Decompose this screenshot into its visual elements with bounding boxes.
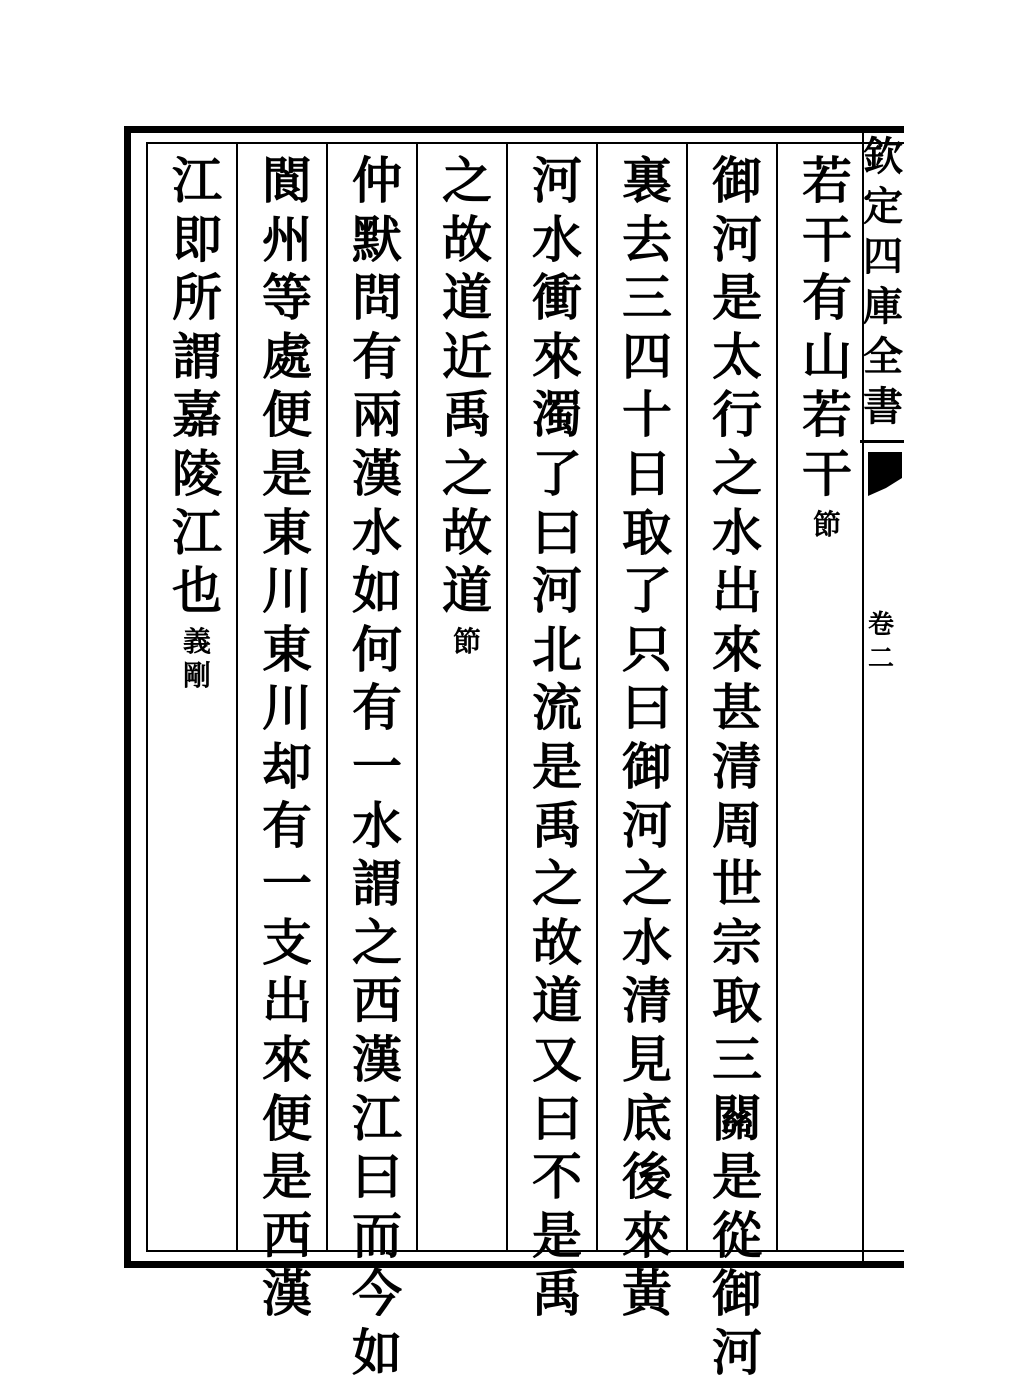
character: 三 bbox=[712, 1029, 762, 1089]
title-character: 定 bbox=[863, 183, 903, 230]
character: 取 bbox=[712, 971, 762, 1031]
character: 之 bbox=[532, 854, 582, 914]
character: 謂 bbox=[172, 326, 222, 386]
character: 道 bbox=[442, 268, 492, 328]
character: 故 bbox=[532, 912, 582, 972]
character: 見 bbox=[622, 1029, 672, 1089]
character: 太 bbox=[712, 326, 762, 386]
character: 從 bbox=[712, 1205, 762, 1265]
character: 之 bbox=[352, 912, 402, 972]
character: 一 bbox=[262, 854, 312, 914]
character: 北 bbox=[532, 619, 582, 679]
character: 也 bbox=[172, 561, 222, 621]
character: 出 bbox=[712, 561, 762, 621]
character: 干 bbox=[802, 443, 852, 503]
character: 西 bbox=[352, 971, 402, 1031]
note-character: 剛 bbox=[182, 658, 211, 692]
text-column-4 bbox=[522, 152, 592, 1324]
character: 周 bbox=[712, 795, 762, 855]
column-rule bbox=[326, 144, 328, 1250]
character: 了 bbox=[622, 561, 672, 621]
character: 了 bbox=[532, 443, 582, 503]
character: 河 bbox=[532, 151, 582, 210]
character: 是 bbox=[262, 443, 312, 503]
character: 水 bbox=[712, 502, 762, 562]
character: 故 bbox=[442, 209, 492, 269]
character: 有 bbox=[352, 678, 402, 738]
character: 道 bbox=[442, 561, 492, 621]
character: 嘉 bbox=[172, 385, 222, 445]
character: 來 bbox=[262, 1029, 312, 1089]
character: 却 bbox=[262, 736, 312, 796]
character: 便 bbox=[262, 1088, 312, 1148]
character: 川 bbox=[262, 678, 312, 738]
title-character: 全 bbox=[863, 333, 903, 380]
character: 有 bbox=[802, 268, 852, 328]
character: 江 bbox=[352, 1088, 402, 1148]
text-column-2 bbox=[702, 152, 772, 1382]
note-character: 義 bbox=[182, 624, 211, 658]
character: 御 bbox=[712, 1264, 762, 1324]
character: 曰 bbox=[622, 678, 672, 738]
text-column-7 bbox=[252, 152, 322, 1324]
character: 近 bbox=[442, 326, 492, 386]
character: 日 bbox=[622, 443, 672, 503]
character: 甚 bbox=[712, 678, 762, 738]
character: 後 bbox=[622, 1147, 672, 1207]
character: 漢 bbox=[352, 443, 402, 503]
interlinear-note bbox=[453, 625, 481, 659]
character: 河 bbox=[532, 561, 582, 621]
character: 禹 bbox=[442, 385, 492, 445]
margin-strip bbox=[862, 126, 904, 1268]
character: 衝 bbox=[532, 268, 582, 328]
character: 水 bbox=[622, 912, 672, 972]
character: 黃 bbox=[622, 1264, 672, 1324]
character: 四 bbox=[622, 326, 672, 386]
character: 濁 bbox=[532, 385, 582, 445]
character: 裏 bbox=[622, 151, 672, 210]
character: 支 bbox=[262, 912, 312, 972]
character: 一 bbox=[352, 736, 402, 796]
fishtail-mark bbox=[866, 448, 904, 498]
character: 去 bbox=[622, 209, 672, 269]
character: 有 bbox=[352, 326, 402, 386]
character: 又 bbox=[532, 1029, 582, 1089]
character: 只 bbox=[622, 619, 672, 679]
character: 兩 bbox=[352, 385, 402, 445]
column-rule bbox=[236, 144, 238, 1250]
character: 謂 bbox=[352, 854, 402, 914]
character: 御 bbox=[712, 151, 762, 210]
character: 即 bbox=[172, 209, 222, 269]
juan-character: 卷 bbox=[867, 610, 894, 640]
character: 出 bbox=[262, 971, 312, 1031]
character: 干 bbox=[802, 209, 852, 269]
character: 東 bbox=[262, 619, 312, 679]
character: 十 bbox=[622, 385, 672, 445]
character: 曰 bbox=[352, 1147, 402, 1207]
character: 漢 bbox=[352, 1029, 402, 1089]
character: 若 bbox=[802, 385, 852, 445]
character: 處 bbox=[262, 326, 312, 386]
character: 是 bbox=[262, 1147, 312, 1207]
text-column-5 bbox=[432, 152, 502, 659]
character: 不 bbox=[532, 1147, 582, 1207]
character: 漢 bbox=[262, 1264, 312, 1324]
character: 山 bbox=[802, 326, 852, 386]
character: 故 bbox=[442, 502, 492, 562]
character: 來 bbox=[622, 1205, 672, 1265]
character: 來 bbox=[532, 326, 582, 386]
character: 閬 bbox=[262, 151, 312, 210]
title-character: 庫 bbox=[863, 283, 903, 330]
character: 如 bbox=[352, 561, 402, 621]
character: 之 bbox=[442, 443, 492, 503]
column-rule bbox=[686, 144, 688, 1250]
character: 曰 bbox=[532, 502, 582, 562]
column-rule bbox=[596, 144, 598, 1250]
character: 等 bbox=[262, 268, 312, 328]
character: 來 bbox=[712, 619, 762, 679]
title-character: 四 bbox=[863, 233, 903, 280]
character: 問 bbox=[352, 268, 402, 328]
character: 而 bbox=[352, 1205, 402, 1265]
character: 如 bbox=[352, 1322, 402, 1382]
character: 曰 bbox=[532, 1088, 582, 1148]
character: 所 bbox=[172, 268, 222, 328]
character: 關 bbox=[712, 1088, 762, 1148]
character: 清 bbox=[712, 736, 762, 796]
text-column-3 bbox=[612, 152, 682, 1324]
character: 西 bbox=[262, 1205, 312, 1265]
character: 仲 bbox=[352, 151, 402, 210]
character: 禹 bbox=[532, 1264, 582, 1324]
character: 取 bbox=[622, 502, 672, 562]
character: 御 bbox=[622, 736, 672, 796]
character: 江 bbox=[172, 502, 222, 562]
interlinear-note bbox=[813, 508, 841, 542]
juan-number bbox=[860, 608, 902, 676]
text-column-8 bbox=[162, 152, 232, 693]
character: 江 bbox=[172, 151, 222, 210]
text-column-1 bbox=[792, 152, 862, 542]
character: 默 bbox=[352, 209, 402, 269]
character: 底 bbox=[622, 1088, 672, 1148]
character: 道 bbox=[532, 971, 582, 1031]
interlinear-note bbox=[183, 625, 211, 693]
title-character: 書 bbox=[863, 383, 903, 430]
title-character: 欽 bbox=[863, 133, 903, 180]
character: 州 bbox=[262, 209, 312, 269]
character: 若 bbox=[802, 151, 852, 210]
text-column-6 bbox=[342, 152, 412, 1382]
character: 何 bbox=[352, 619, 402, 679]
character: 河 bbox=[712, 1322, 762, 1382]
character: 行 bbox=[712, 385, 762, 445]
character: 是 bbox=[712, 1147, 762, 1207]
character: 禹 bbox=[532, 795, 582, 855]
character: 今 bbox=[352, 1264, 402, 1324]
character: 陵 bbox=[172, 443, 222, 503]
column-rule bbox=[416, 144, 418, 1250]
character: 便 bbox=[262, 385, 312, 445]
character: 之 bbox=[442, 151, 492, 210]
character: 是 bbox=[712, 268, 762, 328]
character: 之 bbox=[622, 854, 672, 914]
book-title bbox=[862, 132, 904, 432]
character: 水 bbox=[352, 502, 402, 562]
character: 宗 bbox=[712, 912, 762, 972]
character: 是 bbox=[532, 736, 582, 796]
character: 三 bbox=[622, 268, 672, 328]
character: 是 bbox=[532, 1205, 582, 1265]
character: 流 bbox=[532, 678, 582, 738]
column-rule bbox=[506, 144, 508, 1250]
character: 清 bbox=[622, 971, 672, 1031]
note-character: 節 bbox=[452, 624, 481, 658]
column-rule bbox=[776, 144, 778, 1250]
character: 世 bbox=[712, 854, 762, 914]
note-character: 節 bbox=[812, 507, 841, 541]
character: 之 bbox=[712, 443, 762, 503]
fishtail-line bbox=[860, 440, 904, 443]
character: 水 bbox=[352, 795, 402, 855]
character: 水 bbox=[532, 209, 582, 269]
character: 川 bbox=[262, 561, 312, 621]
character: 東 bbox=[262, 502, 312, 562]
juan-character: 二 bbox=[867, 644, 894, 674]
character: 有 bbox=[262, 795, 312, 855]
character: 河 bbox=[622, 795, 672, 855]
character: 河 bbox=[712, 209, 762, 269]
